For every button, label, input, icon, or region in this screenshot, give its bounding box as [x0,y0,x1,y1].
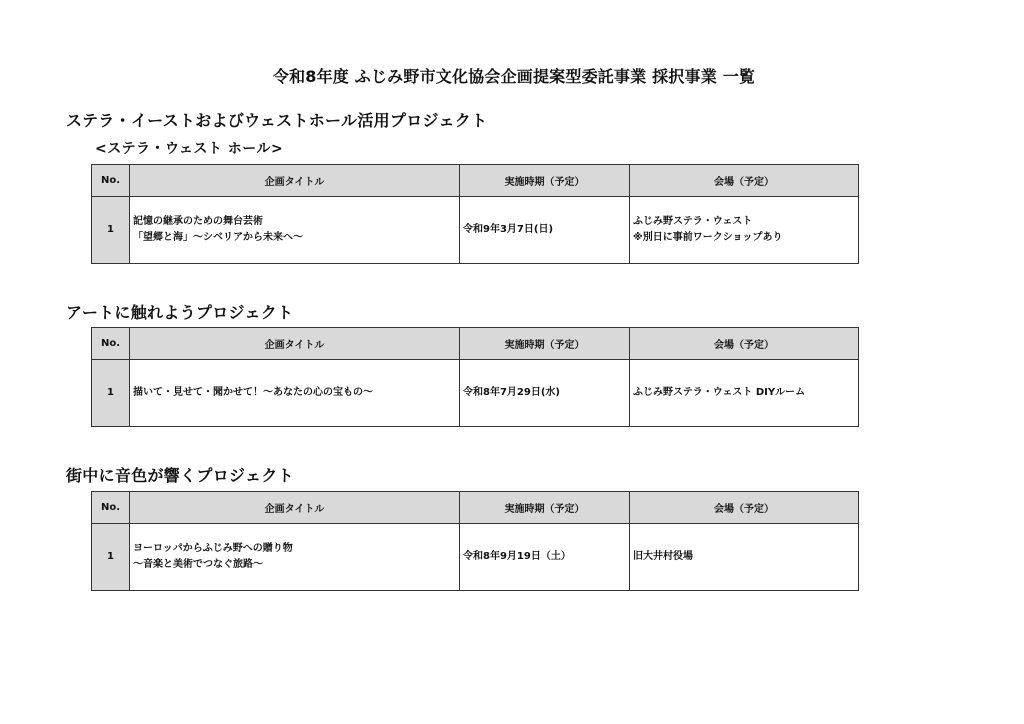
header-venue: 会場（予定） [630,165,859,197]
title-line: 記憶の継承のための舞台芸術 [133,216,263,227]
cell-title [130,360,460,427]
table-header-row [92,492,859,524]
cell-venue [630,197,859,264]
header-date: 実施時期（予定） [460,492,630,524]
title-line: 描いて・見せて・聞かせて！～あなたの心の宝もの～ [133,387,373,398]
cell-venue [630,524,859,591]
header-no: No. [92,165,130,197]
header-date: 実施時期（予定） [460,328,630,360]
project-table-stella-hall [91,164,859,264]
document-title: 令和8年度 ふじみ野市文化協会企画提案型委託事業 採択事業 一覧 [272,67,756,86]
header-title: 企画タイトル [130,165,460,197]
section-heading-music-project: 街中に音色が響くプロジェクト [66,466,294,485]
header-date: 実施時期（予定） [460,165,630,197]
header-title: 企画タイトル [130,492,460,524]
table-header-row [92,328,859,360]
title-line: ～音楽と美術でつなぐ旅路～ [133,559,263,570]
title-line: ヨーロッパからふじみ野への贈り物 [133,543,293,554]
header-title: 企画タイトル [130,328,460,360]
table-row [92,197,859,264]
section-heading-stella-hall: ステラ・イーストおよびウェストホール活用プロジェクト [66,111,488,130]
header-no: No. [92,328,130,360]
venue-line: ふじみ野ステラ・ウェスト [633,216,753,227]
venue-note-line: ※別日に事前ワークショップあり [633,232,783,243]
venue-line: ふじみ野ステラ・ウェスト DIYルーム [633,387,806,398]
header-no: No. [92,492,130,524]
section-heading-art-project: アートに触れようプロジェクト [66,303,294,322]
cell-no: 1 [92,524,130,591]
project-table-music [91,491,859,591]
cell-date: 令和8年9月19日（土） [460,524,630,591]
header-venue: 会場（予定） [630,328,859,360]
title-line: 「望郷と海」～シベリアから未来へ～ [133,232,303,243]
table-row [92,360,859,427]
cell-date: 令和8年7月29日(水) [460,360,630,427]
table-row [92,524,859,591]
table-header-row [92,165,859,197]
venue-line: 旧大井村役場 [633,551,693,562]
cell-venue [630,360,859,427]
cell-no: 1 [92,360,130,427]
project-table-art [91,327,859,427]
cell-date: 令和9年3月7日(日) [460,197,630,264]
header-venue: 会場（予定） [630,492,859,524]
section-subheading-stella-west-hall: <ステラ・ウェスト ホール> [95,141,284,157]
cell-title [130,524,460,591]
cell-title [130,197,460,264]
cell-no: 1 [92,197,130,264]
